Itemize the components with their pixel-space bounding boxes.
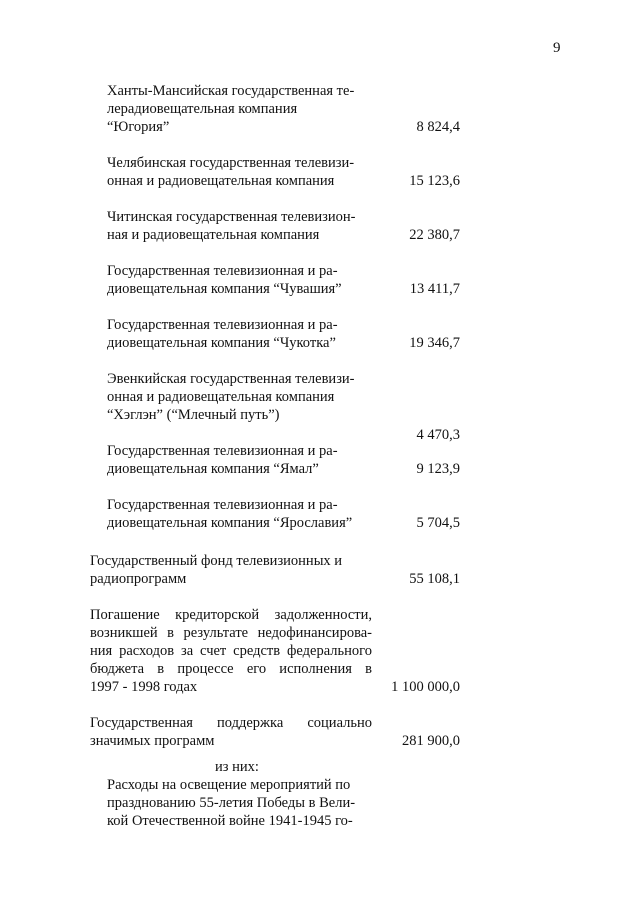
entry-line: Государственная телевизионная и ра- bbox=[107, 497, 338, 513]
entry-line: онная и радиовещательная компания bbox=[107, 173, 335, 189]
entry-amount: 8 824,4 bbox=[416, 119, 460, 135]
entry-line: бюджета в процессе его исполнения в bbox=[90, 661, 372, 677]
entry-line: Погашение кредиторской задолженности, bbox=[90, 607, 372, 623]
entry-amount: 5 704,5 bbox=[416, 515, 460, 531]
entry-line: диовещательная компания “Чукотка” bbox=[107, 335, 336, 351]
entry-amount: 4 470,3 bbox=[416, 427, 460, 443]
entry-line: Государственный фонд телевизионных и bbox=[90, 553, 343, 569]
entry-line: Читинская государственная телевизион- bbox=[107, 209, 356, 225]
entry-line: лерадиовещательная компания bbox=[107, 101, 298, 117]
entry-amount: 1 100 000,0 bbox=[391, 679, 460, 695]
entry-line: диовещательная компания “Ямал” bbox=[107, 461, 319, 477]
entry-line: значимых программ bbox=[90, 733, 215, 749]
entry-amount: 281 900,0 bbox=[402, 733, 460, 749]
entry-line: Государственная телевизионная и ра- bbox=[107, 443, 338, 459]
of-which-label: из них: bbox=[215, 759, 259, 775]
entry-amount: 22 380,7 bbox=[409, 227, 460, 243]
entry-line: возникшей в результате недофинансирова- bbox=[90, 625, 372, 641]
entry-line: Расходы на освещение мероприятий по bbox=[107, 777, 351, 793]
entry-line: “Хэглэн” (“Млечный путь”) bbox=[107, 407, 280, 423]
entry-line: диовещательная компания “Ярославия” bbox=[107, 515, 353, 531]
entry-amount: 55 108,1 bbox=[409, 571, 460, 587]
entry-amount: 15 123,6 bbox=[409, 173, 460, 189]
entry-line: Эвенкийская государственная телевизи- bbox=[107, 371, 355, 387]
entry-amount: 9 123,9 bbox=[416, 461, 460, 477]
entry-line: Государственная телевизионная и ра- bbox=[107, 263, 338, 279]
entry-line: “Югория” bbox=[107, 119, 170, 135]
entry-line: Челябинская государственная телевизи- bbox=[107, 155, 355, 171]
entry-amount: 13 411,7 bbox=[409, 281, 460, 297]
entry-line: Государственная телевизионная и ра- bbox=[107, 317, 338, 333]
entry-line: Государственная поддержка социально bbox=[90, 715, 372, 731]
page-number: 9 bbox=[553, 40, 561, 56]
entry-line: Ханты-Мансийская государственная те- bbox=[107, 83, 355, 99]
entry-line: празднованию 55-летия Победы в Вели- bbox=[107, 795, 356, 811]
entry-line: онная и радиовещательная компания bbox=[107, 389, 335, 405]
entry-line: диовещательная компания “Чувашия” bbox=[107, 281, 342, 297]
entry-line: радиопрограмм bbox=[90, 571, 187, 587]
entry-line: кой Отечественной войне 1941-1945 го- bbox=[107, 813, 353, 829]
entry-line: ния расходов за счет средств федерального bbox=[90, 643, 372, 659]
entry-line: ная и радиовещательная компания bbox=[107, 227, 320, 243]
entry-line: 1997 - 1998 годах bbox=[90, 679, 198, 695]
entry-amount: 19 346,7 bbox=[409, 335, 460, 351]
